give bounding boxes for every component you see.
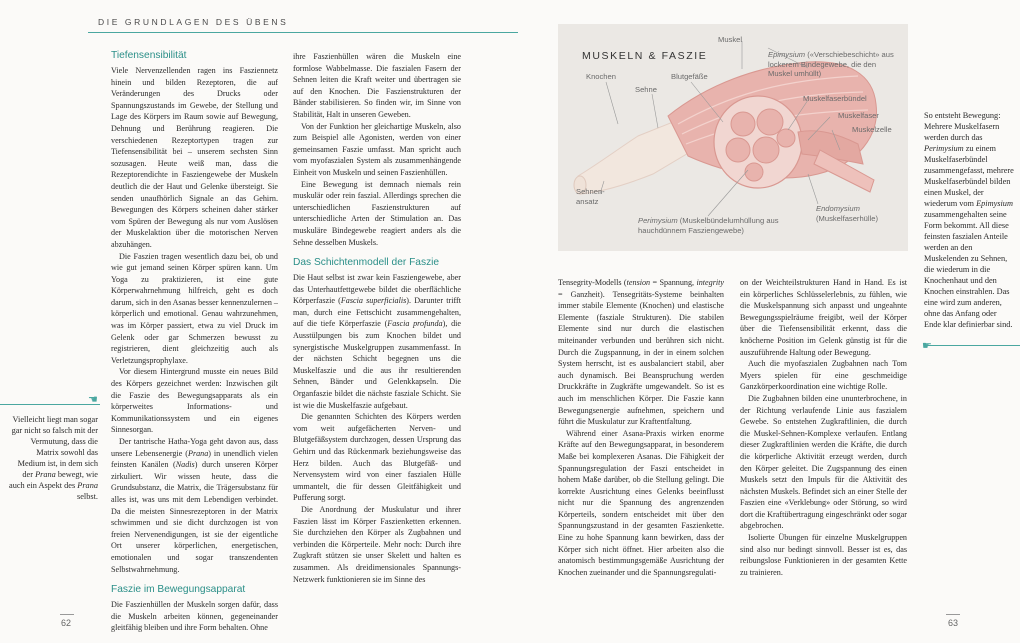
paragraph: Die Haut selbst ist zwar kein Fasziengewebe, aber das Unterhautfettgewebe bildet die oberflächliche Körperfaszie (Fascia superficialis). Darunter trifft man, durch eine Fettschicht zusammengehalten, auf die tiefe Körperfaszie (Fascia profunda), die Ausstülpungen bis zum Knochen bildet und synergistische Muskelgruppen zusammenfasst. In der nächsten Schicht begegnen uns die Muskelfaszie und die aus ihr resultierenden Sehnen, Bänder und Gelenkkapseln. Die Organfaszie bildet die nächste fasziale Schicht. Sie ist wie die Muskelfaszie aufgebaut. (293, 273, 461, 410)
label-epimysium: Epimysium («Verschiebeschicht» aus lockerem Bindegewebe, die den Muskel umhüllt) (768, 50, 894, 79)
running-header: DIE GRUNDLAGEN DES ÜBENS (98, 17, 289, 27)
paragraph: Die Faszien tragen wesentlich dazu bei, ob und wie gut jemand seinen Körper spüren kann. Um Yoga zu praktizieren, ist eine gute Körperwahrnehmung hilfreich, geht es doch darum, sich in den Asanas besser kennenzulernen – körperlich und emotional. Genau wahrzunehmen, was im Körper passiert, etwa zu viel Druck im Gelenk oder gar Schmerzen bewusst zu registrieren, dient gleichzeitig auch als Verletzungsprophylaxe. (111, 251, 278, 365)
paragraph: Isolierte Übungen für einzelne Muskelgruppen sind also nur bedingt sinnvoll. Besser ist es, das reibungslose Funktionieren in der gesamten Kette zu trainieren. (740, 533, 907, 577)
paragraph: Auch die myofaszialen Zugbahnen nach Tom Myers spielen für eine geschmeidige Ganzkörperkoordination eine wichtige Rolle. (740, 359, 907, 392)
margin-note-left: Vielleicht liegt man sogar gar nicht so falsch mit der Vermutung, dass die Matrix sowohl das Medium ist, in dem sich der Prana bewegt, wie auch ein Aspekt des Prana selbst. (9, 415, 98, 501)
label-sehne: Sehne (635, 85, 657, 94)
margin-rule-left (0, 404, 100, 405)
heading-schichtenmodell: Das Schichtenmodell der Faszie (293, 257, 440, 269)
label-blutgefaesse: Blutgefäße (671, 72, 708, 81)
paragraph: Tensegrity-Modells (tension = Spannung, integrity = Ganzheit). Tensegritäts-Systeme beinhalten immer stabile Elemente (Knochen) und elastische Elemente (fasziale Strukturen). Die stabilen Elemente sind nur durch die elastischen miteinander verbunden und berühren sich nicht. Durch die Zugspannung, in der in einem solchen System herrscht, ist es ausbalanciert stabil, aber auch dynamisch. Bei Beanspruchung werden Druckkräfte in Zugkräfte umgewandelt. So ist es auch im menschlichen Körper. Die Faszie kann Bewegungsenergie aufnehmen, speichern und führt die Muskulatur zur Kraftentfaltung. (558, 278, 724, 427)
left-page-column-2 (293, 51, 461, 585)
paragraph: on der Weichteilstrukturen Hand in Hand. Es ist ein körperliches Schlüsselerlebnis, zu fühlen, wie die Muskelspannung sich anpasst und ungeahnte Bewegungsspielräume freigibt, weil der Körper über die Tiefensensibilität erkennt, dass die knöcherne Position im Gelenk günstig ist für die auszuführende Haltung oder Bewegung. (740, 278, 907, 357)
page-number-rule-left (60, 614, 74, 615)
label-perimysium: Perimysium (Muskelbündelumhüllung aus hauchdünnem Fasziengewebe) (638, 216, 779, 235)
margin-rule-right (924, 345, 1020, 346)
margin-note-right: So entsteht Bewegung: Mehrere Muskelfasern werden durch das Perimysium zu einem Muskelfaserbündel zusammengefasst, mehrere Muskelfaserbündel bilden einen Muskel, der wiederum vom Epimysium zusammengehalten seine Form bekommt. All diese feinsten faszialen Anteile werden an den Muskelenden zu Sehnen, die wiederum in die Knochenhaut und den Knochen einstrahlen. Das eine wird zum anderen, ohne das Anfang oder Ende klar definierbar sind. (924, 111, 1014, 329)
label-muskelfaser: Muskelfaser (838, 111, 879, 120)
right-page-column-1 (558, 277, 724, 578)
label-muskel: Muskel (718, 35, 743, 44)
page-number-right: 63 (948, 618, 959, 628)
figure-title: MUSKELN & FASZIE (582, 50, 708, 62)
label-knochen: Knochen (586, 72, 616, 81)
paragraph: ihre Faszienhüllen wären die Muskeln eine formlose Wabbelmasse. Die faszialen Fasern der Sehnen leiten die Kraft weiter und übertragen sie auf den Knochen. Die Faszienstrukturen der Bänder stabilisieren. So finden wir, im Sinne von Stabilität, Halt in unseren Geweben. (293, 52, 461, 119)
heading-tiefensensibilitaet: Tiefensensibilität (111, 50, 187, 61)
label-muskelfaserbuendel: Muskelfaserbündel (803, 94, 867, 103)
page-number-left: 62 (61, 618, 72, 628)
paragraph: Eine Bewegung ist demnach niemals rein muskulär oder rein faszial. Allerdings sprechen die unterschiedlichen Faszienstrukturen auf unterschiedliche Arten der Stimulation an. Das muskuläre Bindegewebe reagiert anders als die Sehne desselben Muskels. (293, 179, 461, 247)
paragraph: Der tantrische Hatha-Yoga geht davon aus, dass unsere Lebensenergie (Prana) in unendlich vielen feinsten Kanälen (Nadis) durch unseren Körper zirkuliert. Wir wissen heute, dass die Grundsubstanz, die Matrix, die Trägersubstanz für alles ist, was uns mit dem Lebendigen verbindet. Da die meisten Sinnesrezeptoren in der Matrix schwimmen und sie dicht durchzogen ist von freien Nervenendigungen, ist sie der eigentliche Ort unserer körperlichen, energetischen, emotionalen und sogar transzendenten Selbstwahrnehmung. (111, 437, 278, 574)
paragraph: Während einer Asana-Praxis wirken enorme Kräfte auf den Bewegungsapparat, in besonderem Maße bei komplexeren Asanas. Die Fähigkeit der Spannungsregulation der Faszi entscheidet in hohem Maße darüber, ob die Stellung gelingt. Die korrekte Ausrichtung eines Gelenks beeinflusst nicht nur die Spannung des angrenzenden Körperteils, sondern entscheidet mit über den Spannungszustand in der gesamten Faszienkette. Eine zu hohe Spannung kann bewirken, dass der Körper sich nicht öffnet. Hier arbeiten also die anatomisch bestimmungsgemäße Ausrichtung der Knochen zueinander und die Spannungsregulati- (558, 428, 724, 577)
hand-icon: ☚ (88, 393, 98, 406)
left-page-column-1 (111, 50, 278, 634)
hand-icon: ☛ (922, 339, 932, 352)
muscle-fascia-figure (558, 24, 908, 251)
paragraph: Die Faszienhüllen der Muskeln sorgen dafür, dass die Muskeln arbeiten können, gegeneinander gleitfähig bleiben und ihre Form behalten. Ohne (111, 600, 278, 633)
paragraph: Die Anordnung der Muskulatur und ihrer Faszien lässt im Körper Faszienketten erkennen. Sie durchziehen den Körper als Zugbahnen und verbinden die Körperteile. Mehr noch: Durch ihre Zugkraft stützen sie unser Skelett und halten es zusammen. Als dreidimensionales Spannungs-Netzwerk funktionieren sie im Sinne des (293, 504, 461, 584)
header-rule (88, 32, 518, 33)
paragraph: Die Zugbahnen bilden eine ununterbrochene, in der Richtung verlaufende Linie aus faszialem Gewebe. So entstehen Zugkraftlinien, die durch die Muskel-Sehnen-Komplexe verlaufen. Entlang dieser Zugkraftlinien werden die Kräfte, die durch die körperliche Aktivität erzeugt werden, durch den Körper geleitet. Die Zugspannung des einen Muskels setzt den Impuls für die Aktivität des nächsten Muskels. Befindet sich an einer Stelle der Faszien eine «Verklebung» oder Störung, so wird dort die Kraftübertragung eingeschränkt oder sogar abgebrochen. (740, 393, 907, 531)
paragraph: Viele Nervenzellenden ragen ins Fasziennetz hinein und bilden Rezeptoren, die auf Veränderungen des Drucks oder Spannungszustands im Gewebe, der Stellung und Lage des Körpers im Raum sowie auf Bewegung, Dehnung und Berührung reagieren. Die verschiedenen Rezeptortypen tragen zur Tiefensensibilität bei – unserem sechsten Sinn sozusagen. Heute weiß man, dass die Rezeptorendichte in Fasziengewebe der Muskeln deutlich die der Haut und Gelenke übersteigt. Sie senden unaufhörlich Signale an das Gehirn. Bewegungen des Körpers scheinen daher stärker vom Spüren der Bewegung als nur vom Auslösen der Muskelaktion über die motorischen Nerven abzuhängen. (111, 66, 278, 249)
label-sehnenansatz: Sehnen-ansatz (576, 187, 605, 206)
page-number-rule-right (946, 614, 960, 615)
right-page-column-2 (740, 277, 907, 578)
paragraph: Vor diesem Hintergrund musste ein neues Bild des Körpers gezeichnet werden: Inzwischen gilt die Faszie des Bewegungsapparats als ein körperweites Informations- und Kommunikationssystem und ein eigenes Sinnesorgan. (111, 367, 278, 435)
paragraph: Von der Funktion her gleichartige Muskeln, also zum Beispiel alle Agonisten, werden von einer gemeinsamen Faszie umfasst. Man spricht auch vom myofaszialen System als zusammenhängende Einheit von Muskeln und seinen Faszienhüllen. (293, 121, 461, 177)
paragraph: Die genannten Schichten des Körpers werden vom weit aufgefächerten Nerven- und Blutgefäßsystem durchzogen, dessen Ursprung das Gehirn und das Rückenmark beziehungsweise das Herz bilden. Auch das Blutgefäß- und Nervensystem wird von einer faszialen Hülle ummantelt, die für dessen Gleitfähigkeit und Pufferung sorgt. (293, 412, 461, 503)
label-endomysium: Endomysium (Muskelfaserhülle) (816, 204, 879, 223)
label-muskelzelle: Muskelzelle (852, 125, 892, 134)
heading-faszie-im-bewegungsapparat: Faszie im Bewegungsapparat (111, 584, 246, 596)
